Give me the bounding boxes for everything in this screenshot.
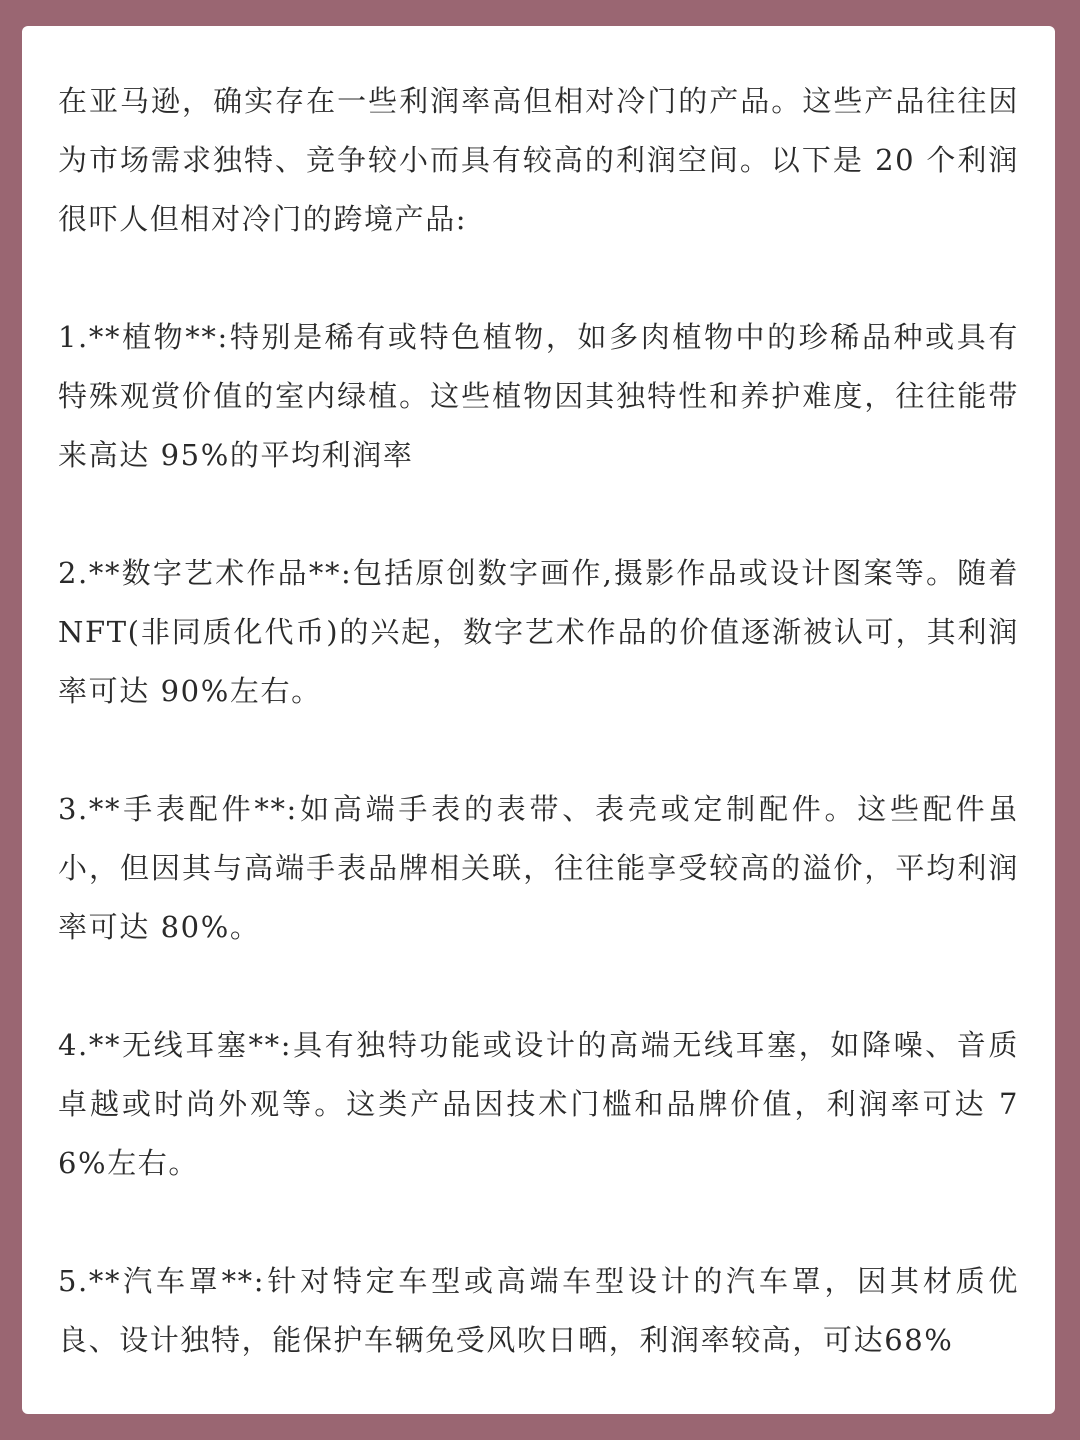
list-item-digital-art: 2.**数字艺术作品**:包括原创数字画作,摄影作品或设计图案等。随着 NFT(非同质化代币)的兴起，数字艺术作品的价值逐渐被认可，其利润率可达 90%左右。: [58, 556, 1019, 708]
list-item-plants: 1.**植物**:特别是稀有或特色植物，如多肉植物中的珍稀品种或具有特殊观赏价值的室内绿植。这些植物因其独特性和养护难度，往往能带来高达 95%的平均利润率: [58, 320, 1019, 472]
intro-paragraph: 在亚马逊，确实存在一些利润率高但相对冷门的产品。这些产品往往因为市场需求独特、竞争较小而具有较高的利润空间。以下是 20 个利润很吓人但相对冷门的跨境产品:: [58, 84, 1019, 236]
list-item-wireless-earbuds: 4.**无线耳塞**:具有独特功能或设计的高端无线耳塞，如降噪、音质卓越或时尚外观等。这类产品因技术门槛和品牌价值，利润率可达 76%左右。: [58, 1028, 1019, 1180]
list-item-watch-accessories: 3.**手表配件**:如高端手表的表带、表壳或定制配件。这些配件虽小，但因其与高端手表品牌相关联，往往能享受较高的溢价，平均利润率可达 80%。: [58, 792, 1019, 944]
content-card: [22, 26, 1055, 1414]
list-item-car-cover: 5.**汽车罩**:针对特定车型或高端车型设计的汽车罩，因其材质优良、设计独特，能保护车辆免受风吹日晒，利润率较高，可达68%: [58, 1264, 1019, 1357]
